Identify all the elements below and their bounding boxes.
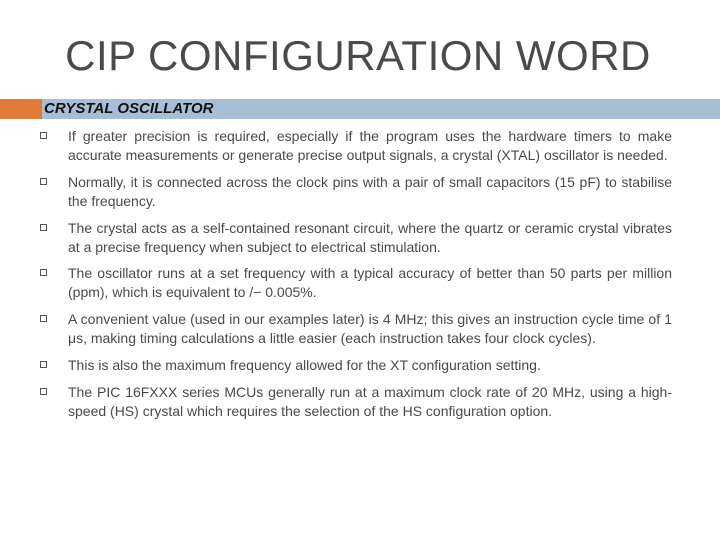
list-item xyxy=(40,264,672,302)
square-bullet-icon xyxy=(40,315,47,322)
list-item xyxy=(40,173,672,211)
square-bullet-icon xyxy=(40,269,47,276)
list-item xyxy=(40,310,672,348)
bullet-text: The PIC 16FXXX series MCUs generally run at a maximum clock rate of 20 MHz, using a high-speed (HS) crystal which requires the selection of the HS configuration option. xyxy=(68,383,672,419)
bullet-text: The crystal acts as a self-contained resonant circuit, where the quartz or ceramic crystal vibrates at a precise frequency when subject to electrical stimulation. xyxy=(68,219,672,255)
square-bullet-icon xyxy=(40,224,47,231)
section-title: CRYSTAL OSCILLATOR xyxy=(44,100,214,117)
square-bullet-icon xyxy=(40,388,47,395)
bullet-text: A convenient value (used in our examples later) is 4 MHz; this gives an instruction cycle time of 1 μs, making timing calculations a little easier (each instruction takes four clock cycles). xyxy=(68,311,672,347)
list-item xyxy=(40,356,672,375)
slide-title: CIP CONFIGURATION WORD xyxy=(65,32,651,79)
list-item xyxy=(40,127,672,165)
bullet-text: This is also the maximum frequency allowed for the XT configuration setting. xyxy=(68,356,541,373)
list-item xyxy=(40,383,672,421)
square-bullet-icon xyxy=(40,132,47,139)
square-bullet-icon xyxy=(40,178,47,185)
bullet-text: If greater precision is required, especially if the program uses the hardware timers to make accurate measurements or generate precise output signals, a crystal (XTAL) oscillator is needed. xyxy=(68,128,672,163)
bullet-text: The oscillator runs at a set frequency with a typical accuracy of better than 50 parts per million (ppm), which is equivalent to /− 0.005%. xyxy=(68,265,672,301)
square-bullet-icon xyxy=(40,361,47,368)
bullet-list xyxy=(40,127,672,429)
section-accent-block xyxy=(0,99,42,119)
list-item xyxy=(40,219,672,257)
bullet-text: Normally, it is connected across the clock pins with a pair of small capacitors (15 pF) to stabilise the frequency. xyxy=(68,173,672,209)
